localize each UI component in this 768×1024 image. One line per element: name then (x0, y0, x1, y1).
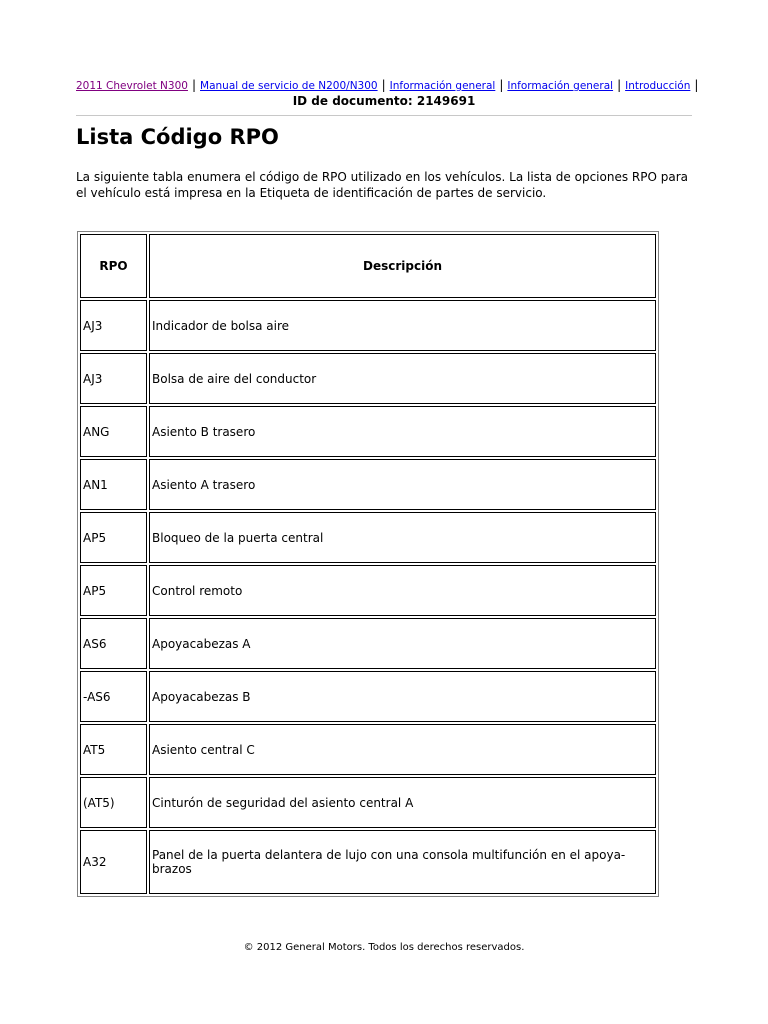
description-cell: Apoyacabezas B (149, 671, 656, 722)
rpo-code-cell: AP5 (80, 512, 147, 563)
rpo-code-cell: AS6 (80, 618, 147, 669)
description-cell: Asiento A trasero (149, 459, 656, 510)
breadcrumb-link-manual[interactable]: Manual de servicio de N200/N300 (200, 80, 378, 92)
table-row (80, 565, 656, 616)
breadcrumb-separator: | (499, 78, 504, 92)
table-row (80, 618, 656, 669)
description-cell: Panel de la puerta delantera de lujo con una consola multifunción en el apoya-brazos (149, 830, 656, 894)
rpo-code-cell: AN1 (80, 459, 147, 510)
description-cell: Asiento central C (149, 724, 656, 775)
table-row (80, 459, 656, 510)
description-cell: Apoyacabezas A (149, 618, 656, 669)
breadcrumb-separator: | (381, 78, 386, 92)
breadcrumb-separator: | (694, 78, 699, 92)
breadcrumb-link-general-info-sub[interactable]: Información general (507, 80, 614, 92)
rpo-code-cell: AP5 (80, 565, 147, 616)
rpo-table-container (77, 231, 659, 902)
document-id: ID de documento: 2149691 (292, 94, 476, 108)
description-cell: Control remoto (149, 565, 656, 616)
rpo-code-cell: A32 (80, 830, 147, 894)
table-row (80, 724, 656, 775)
table-row (80, 406, 656, 457)
table-row (80, 353, 656, 404)
description-cell: Cinturón de seguridad del asiento central A (149, 777, 656, 828)
breadcrumb-link-vehicle[interactable]: 2011 Chevrolet N300 (76, 80, 188, 92)
column-header-rpo: RPO (80, 234, 147, 298)
table-row (80, 777, 656, 828)
column-header-description: Descripción (149, 234, 656, 298)
description-cell: Asiento B trasero (149, 406, 656, 457)
breadcrumb-link-introduction[interactable]: Introducción (625, 80, 691, 92)
rpo-code-cell: AT5 (80, 724, 147, 775)
description-cell: Indicador de bolsa aire (149, 300, 656, 351)
table-row (80, 671, 656, 722)
copyright-footer: © 2012 General Motors. Todos los derechos reservados. (243, 942, 525, 953)
rpo-table (77, 231, 659, 897)
table-row (80, 300, 656, 351)
rpo-code-cell: AJ3 (80, 353, 147, 404)
breadcrumb-link-general-info[interactable]: Información general (389, 80, 496, 92)
rpo-code-cell: -AS6 (80, 671, 147, 722)
table-row (80, 512, 656, 563)
rpo-code-cell: AJ3 (80, 300, 147, 351)
divider (76, 115, 692, 116)
rpo-code-cell: ANG (80, 406, 147, 457)
table-row (80, 830, 656, 894)
rpo-code-cell: (AT5) (80, 777, 147, 828)
breadcrumb (76, 78, 699, 93)
table-header-row (80, 234, 656, 298)
description-cell: Bolsa de aire del conductor (149, 353, 656, 404)
intro-paragraph: La siguiente tabla enumera el código de RPO utilizado en los vehículos. La lista de opciones RPO para el vehículo está impresa en la Etiqueta de identificación de partes de servicio. (76, 170, 688, 200)
description-cell: Bloqueo de la puerta central (149, 512, 656, 563)
breadcrumb-separator: | (617, 78, 622, 92)
breadcrumb-separator: | (191, 78, 197, 92)
page-title: Lista Código RPO (76, 125, 279, 149)
